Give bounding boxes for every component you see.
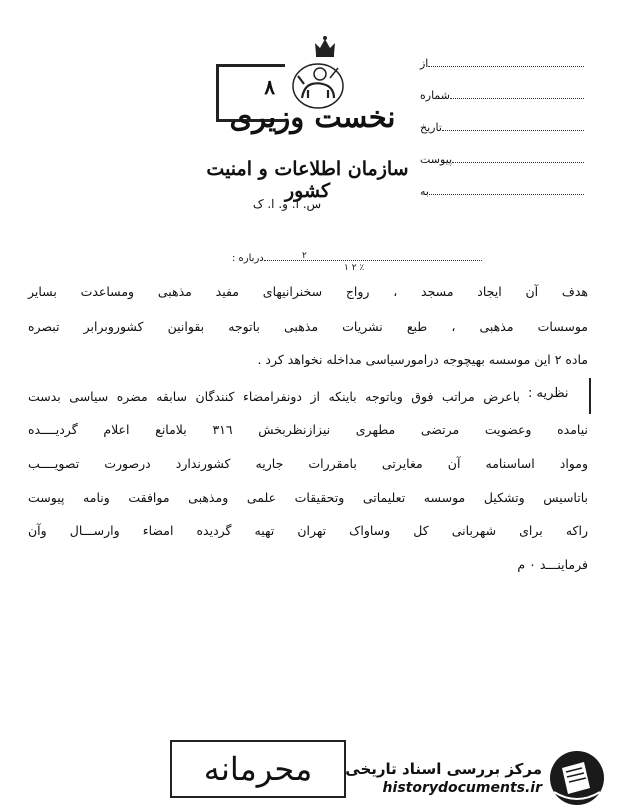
org-abbreviation: س. ا. و. ا. ک [252, 197, 322, 211]
opinion-line: فرماینـــد ۰ م [517, 557, 588, 572]
field-label: به [420, 185, 429, 198]
field-label: پیوست [420, 153, 453, 166]
subject-number: ۲ [302, 251, 307, 261]
field-from [416, 38, 584, 70]
body-line: موسسات مذهبی ، طبع نشریات مذهبی باتوجه بقوانین کشوروبرابر تبصره [28, 319, 588, 334]
org-title-savak: سازمان اطلاعات و امنیت کشور [206, 158, 409, 202]
stamp-number: ٨ [264, 75, 275, 99]
subject-line [232, 251, 482, 273]
opinion-line: باتاسیس وتشکیل موسسه تعلیماتی وتحقیقات علمی ومذهبی موافقت ونامه پیوست [28, 490, 588, 505]
field-to [416, 166, 584, 198]
field-label: از [420, 57, 429, 70]
confidential-stamp-text: محرمانه [203, 750, 313, 788]
archive-logo-icon [544, 748, 610, 808]
opinion-line: باعرض مراتب فوق وباتوجه باینکه از دونفرامضاء کنندگان سابقه مضره سیاسی بدست [28, 389, 520, 404]
watermark-title: مرکز بررسی اسناد تاریخی [345, 760, 542, 778]
subject-code: ٪ ٢ ١ [344, 263, 365, 273]
watermark-url: historydocuments.ir [382, 780, 542, 796]
field-label: تاریخ [420, 121, 442, 134]
body-line: هدف آن ایجاد مسجد ، رواج سخنرانیهای مفید مذهبی ومساعدت بسایر [28, 284, 588, 299]
header-fields [416, 38, 584, 198]
crown-icon [312, 34, 338, 60]
field-number [416, 70, 584, 102]
confidential-stamp [170, 740, 346, 798]
opinion-line: نیامده وعضویت مرتضی مطهری نیزازنظربخش ۳۱٦ بلامانع اعلام گردیــــده [28, 422, 588, 437]
opinion-line: ومواد اساسنامه آن مغایرتی بامقررات جاریه کشورندارد درصورت تصویــــب [28, 456, 588, 471]
opinion-line: راکه برای شهربانی کل وساواک تهران تهیه گردیده امضاء وارســـال وآن [28, 523, 588, 538]
margin-rule [589, 378, 591, 414]
subject-label: درباره : [232, 253, 264, 264]
field-date [416, 102, 584, 134]
opinion-label: نظریه : [528, 386, 569, 401]
body-line: ماده ۲ این موسسه بهیچوجه درامورسیاسی مداخله نخواهد کرد . [257, 352, 588, 367]
field-attachment [416, 134, 584, 166]
org-title-ministry: نخست وزیری [229, 100, 396, 134]
field-label: شماره [420, 89, 451, 102]
